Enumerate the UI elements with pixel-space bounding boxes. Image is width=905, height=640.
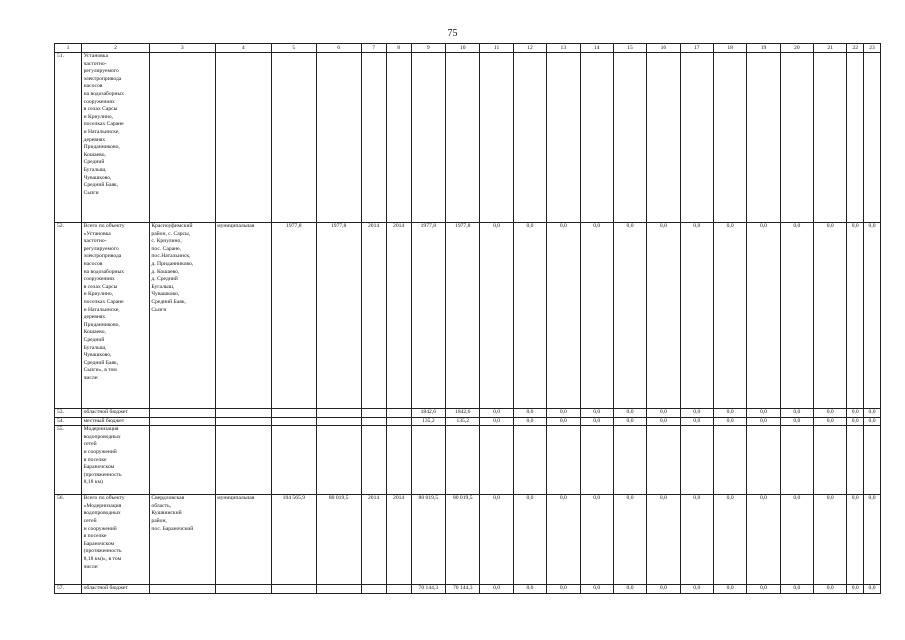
funding-year-cell: 0,0 <box>480 585 513 594</box>
funding-year-cell <box>480 426 513 495</box>
estimated-cost-cell: 1977,8 <box>271 223 316 409</box>
funding-year-cell: 0,0 <box>864 409 881 418</box>
end-year-cell <box>386 409 411 418</box>
row-number-cell: 52. <box>55 223 82 409</box>
funding-year-cell: 0,0 <box>864 585 881 594</box>
funding-2014-cell: 1842,6 <box>446 409 480 418</box>
total-funding-cell <box>411 53 445 223</box>
start-year-cell <box>361 426 386 495</box>
column-number-11: 11 <box>480 44 513 53</box>
funding-year-cell: 0,0 <box>580 417 613 426</box>
object-name-cell: Всего по объекту «Установка частотно- регулируемого электропривода насосов на водозаборных сооружениях в селах Сарсы и Криулино, поселках Саране и Натальинске, деревнях Приданниково, Кошаево, Средний Бугалыш, Чувашково, Средний Баяк, Сызги», в том числе: <box>82 223 150 409</box>
end-year-cell <box>386 585 411 594</box>
funding-year-cell: 0,0 <box>547 223 580 409</box>
funding-year-cell: 0,0 <box>480 495 513 585</box>
row-number-cell: 56. <box>55 495 82 585</box>
column-number-3: 3 <box>149 44 215 53</box>
funding-year-cell <box>780 426 813 495</box>
column-number-4: 4 <box>215 44 271 53</box>
ownership-cell: муниципальная <box>215 495 271 585</box>
funding-year-cell <box>647 53 680 223</box>
funding-year-cell: 0,0 <box>747 409 780 418</box>
funding-year-cell: 0,0 <box>680 585 713 594</box>
table-row <box>55 426 881 495</box>
funding-2014-cell: 1977,8 <box>446 223 480 409</box>
page-number: 75 <box>447 28 458 39</box>
estimated-cost-cell: 104 565,9 <box>271 495 316 585</box>
funding-year-cell: 0,0 <box>547 585 580 594</box>
total-funding-cell: 1842,6 <box>411 409 445 418</box>
funding-year-cell: 0,0 <box>780 417 813 426</box>
funding-2014-cell <box>446 53 480 223</box>
funding-year-cell <box>613 426 646 495</box>
column-number-2: 2 <box>82 44 150 53</box>
start-year-cell: 2014 <box>361 495 386 585</box>
ownership-cell <box>215 426 271 495</box>
funding-year-cell: 0,0 <box>480 417 513 426</box>
funding-year-cell <box>780 53 813 223</box>
remaining-cost-cell <box>316 53 361 223</box>
funding-year-cell <box>547 426 580 495</box>
funding-year-cell: 0,0 <box>547 495 580 585</box>
funding-year-cell <box>814 53 847 223</box>
total-funding-cell: 1977,8 <box>411 223 445 409</box>
object-name-cell: областной бюджет <box>82 585 150 594</box>
column-number-header-row <box>55 44 881 53</box>
funding-year-cell: 0,0 <box>847 417 864 426</box>
estimated-cost-cell <box>271 409 316 418</box>
funding-year-cell: 0,0 <box>513 417 546 426</box>
funding-year-cell: 0,0 <box>547 409 580 418</box>
start-year-cell <box>361 417 386 426</box>
ownership-cell <box>215 53 271 223</box>
funding-year-cell: 0,0 <box>713 585 746 594</box>
funding-year-cell: 0,0 <box>580 223 613 409</box>
funding-year-cell <box>513 53 546 223</box>
funding-year-cell <box>647 426 680 495</box>
row-number-cell: 51. <box>55 53 82 223</box>
funding-year-cell: 0,0 <box>480 223 513 409</box>
funding-year-cell: 0,0 <box>847 409 864 418</box>
funding-year-cell <box>580 426 613 495</box>
funding-year-cell: 0,0 <box>680 417 713 426</box>
funding-year-cell: 0,0 <box>864 417 881 426</box>
funding-year-cell: 0,0 <box>847 495 864 585</box>
start-year-cell: 2014 <box>361 223 386 409</box>
column-number-5: 5 <box>271 44 316 53</box>
remaining-cost-cell: 80 019,5 <box>316 495 361 585</box>
funding-year-cell: 0,0 <box>647 495 680 585</box>
funding-year-cell: 0,0 <box>780 495 813 585</box>
funding-year-cell: 0,0 <box>547 417 580 426</box>
funding-year-cell: 0,0 <box>713 223 746 409</box>
estimated-cost-cell <box>271 417 316 426</box>
funding-year-cell <box>680 426 713 495</box>
funding-year-cell: 0,0 <box>847 585 864 594</box>
remaining-cost-cell <box>316 585 361 594</box>
funding-year-cell: 0,0 <box>747 495 780 585</box>
row-number-cell: 57. <box>55 585 82 594</box>
funding-year-cell: 0,0 <box>613 495 646 585</box>
end-year-cell: 2014 <box>386 495 411 585</box>
estimated-cost-cell <box>271 426 316 495</box>
column-number-7: 7 <box>361 44 386 53</box>
funding-year-cell: 0,0 <box>713 409 746 418</box>
end-year-cell <box>386 426 411 495</box>
table-row <box>55 495 881 585</box>
column-number-14: 14 <box>580 44 613 53</box>
table-row <box>55 409 881 418</box>
investment-objects-table <box>54 43 881 594</box>
funding-year-cell: 0,0 <box>780 585 813 594</box>
remaining-cost-cell <box>316 417 361 426</box>
total-funding-cell: 70 144,3 <box>411 585 445 594</box>
funding-year-cell: 0,0 <box>780 409 813 418</box>
row-number-cell: 53. <box>55 409 82 418</box>
funding-year-cell: 0,0 <box>747 223 780 409</box>
end-year-cell <box>386 53 411 223</box>
funding-year-cell: 0,0 <box>814 223 847 409</box>
funding-year-cell: 0,0 <box>613 223 646 409</box>
column-number-18: 18 <box>713 44 746 53</box>
funding-year-cell: 0,0 <box>680 223 713 409</box>
funding-year-cell: 0,0 <box>647 585 680 594</box>
funding-year-cell: 0,0 <box>747 417 780 426</box>
location-cell <box>149 426 215 495</box>
funding-year-cell: 0,0 <box>513 409 546 418</box>
funding-year-cell: 0,0 <box>513 585 546 594</box>
ownership-cell: муниципальная <box>215 223 271 409</box>
funding-year-cell <box>814 426 847 495</box>
funding-year-cell <box>680 53 713 223</box>
table-row <box>55 53 881 223</box>
funding-year-cell: 0,0 <box>864 495 881 585</box>
total-funding-cell: 80 019,5 <box>411 495 445 585</box>
funding-year-cell: 0,0 <box>747 585 780 594</box>
column-number-8: 8 <box>386 44 411 53</box>
funding-year-cell: 0,0 <box>713 495 746 585</box>
table-row <box>55 417 881 426</box>
funding-year-cell <box>513 426 546 495</box>
funding-year-cell <box>864 53 881 223</box>
location-cell: Красноуфимский район, с. Сарсы, с. Криулино, пос. Саране, пос.Натальинск, д. Приданниково, д. Кошаево, д. Средний Бугалыш, Чувашково, Средний Баяк, Сызги <box>149 223 215 409</box>
total-funding-cell <box>411 426 445 495</box>
row-number-cell: 54. <box>55 417 82 426</box>
remaining-cost-cell <box>316 409 361 418</box>
funding-year-cell: 0,0 <box>580 585 613 594</box>
funding-year-cell <box>847 426 864 495</box>
funding-year-cell: 0,0 <box>580 495 613 585</box>
funding-year-cell <box>747 53 780 223</box>
total-funding-cell: 135,2 <box>411 417 445 426</box>
end-year-cell: 2014 <box>386 223 411 409</box>
funding-year-cell <box>713 53 746 223</box>
table-row <box>55 223 881 409</box>
column-number-19: 19 <box>747 44 780 53</box>
funding-2014-cell: 70 144,3 <box>446 585 480 594</box>
funding-year-cell: 0,0 <box>480 409 513 418</box>
funding-year-cell: 0,0 <box>814 417 847 426</box>
funding-year-cell <box>864 426 881 495</box>
funding-year-cell <box>747 426 780 495</box>
remaining-cost-cell <box>316 426 361 495</box>
funding-year-cell: 0,0 <box>713 417 746 426</box>
start-year-cell <box>361 53 386 223</box>
ownership-cell <box>215 409 271 418</box>
funding-year-cell: 0,0 <box>864 223 881 409</box>
object-name-cell: местный бюджет <box>82 417 150 426</box>
funding-2014-cell: 135,2 <box>446 417 480 426</box>
funding-year-cell <box>713 426 746 495</box>
funding-year-cell <box>480 53 513 223</box>
column-number-17: 17 <box>680 44 713 53</box>
funding-year-cell: 0,0 <box>847 223 864 409</box>
end-year-cell <box>386 417 411 426</box>
column-number-23: 23 <box>864 44 881 53</box>
funding-year-cell: 0,0 <box>647 409 680 418</box>
location-cell: Свердловская область, Кушвинский район, пос. Бараночский <box>149 495 215 585</box>
object-name-cell: Установка частотно- регулируемого электропривода насосов на водозаборных сооружениях в селах Сарсы и Криулино, поселках Саране и Натальинске, деревнях Приданниково, Кошаево, Средний Бугалыш, Чувашково, Средний Баяк, Сызги <box>82 53 150 223</box>
column-number-13: 13 <box>547 44 580 53</box>
start-year-cell <box>361 409 386 418</box>
funding-year-cell: 0,0 <box>647 417 680 426</box>
funding-year-cell: 0,0 <box>680 409 713 418</box>
funding-year-cell: 0,0 <box>647 223 680 409</box>
funding-2014-cell <box>446 426 480 495</box>
funding-2014-cell: 80 019,5 <box>446 495 480 585</box>
estimated-cost-cell <box>271 53 316 223</box>
row-number-cell: 55. <box>55 426 82 495</box>
location-cell <box>149 409 215 418</box>
column-number-1: 1 <box>55 44 82 53</box>
funding-year-cell: 0,0 <box>613 409 646 418</box>
funding-year-cell: 0,0 <box>814 495 847 585</box>
location-cell <box>149 417 215 426</box>
column-number-15: 15 <box>613 44 646 53</box>
column-number-16: 16 <box>647 44 680 53</box>
start-year-cell <box>361 585 386 594</box>
object-name-cell: Модернизация водопроводных сетей и сооружений в поселке Бараночском (протяженность 8,18 км) <box>82 426 150 495</box>
funding-year-cell <box>547 53 580 223</box>
column-number-10: 10 <box>446 44 480 53</box>
funding-year-cell <box>847 53 864 223</box>
funding-year-cell: 0,0 <box>613 585 646 594</box>
location-cell <box>149 53 215 223</box>
funding-year-cell: 0,0 <box>814 409 847 418</box>
funding-year-cell <box>580 53 613 223</box>
funding-year-cell: 0,0 <box>780 223 813 409</box>
funding-year-cell: 0,0 <box>613 417 646 426</box>
funding-year-cell: 0,0 <box>680 495 713 585</box>
funding-year-cell <box>613 53 646 223</box>
column-number-9: 9 <box>411 44 445 53</box>
object-name-cell: областной бюджет <box>82 409 150 418</box>
location-cell <box>149 585 215 594</box>
funding-year-cell: 0,0 <box>513 223 546 409</box>
funding-year-cell: 0,0 <box>580 409 613 418</box>
ownership-cell <box>215 417 271 426</box>
ownership-cell <box>215 585 271 594</box>
column-number-20: 20 <box>780 44 813 53</box>
column-number-12: 12 <box>513 44 546 53</box>
column-number-6: 6 <box>316 44 361 53</box>
funding-year-cell: 0,0 <box>814 585 847 594</box>
estimated-cost-cell <box>271 585 316 594</box>
object-name-cell: Всего по объекту «Модернизация водопроводных сетей и сооружений в поселке Бараночском (протяженность 8,18 км)», в том числе: <box>82 495 150 585</box>
remaining-cost-cell: 1977,8 <box>316 223 361 409</box>
funding-year-cell: 0,0 <box>513 495 546 585</box>
table-row <box>55 585 881 594</box>
column-number-22: 22 <box>847 44 864 53</box>
column-number-21: 21 <box>814 44 847 53</box>
